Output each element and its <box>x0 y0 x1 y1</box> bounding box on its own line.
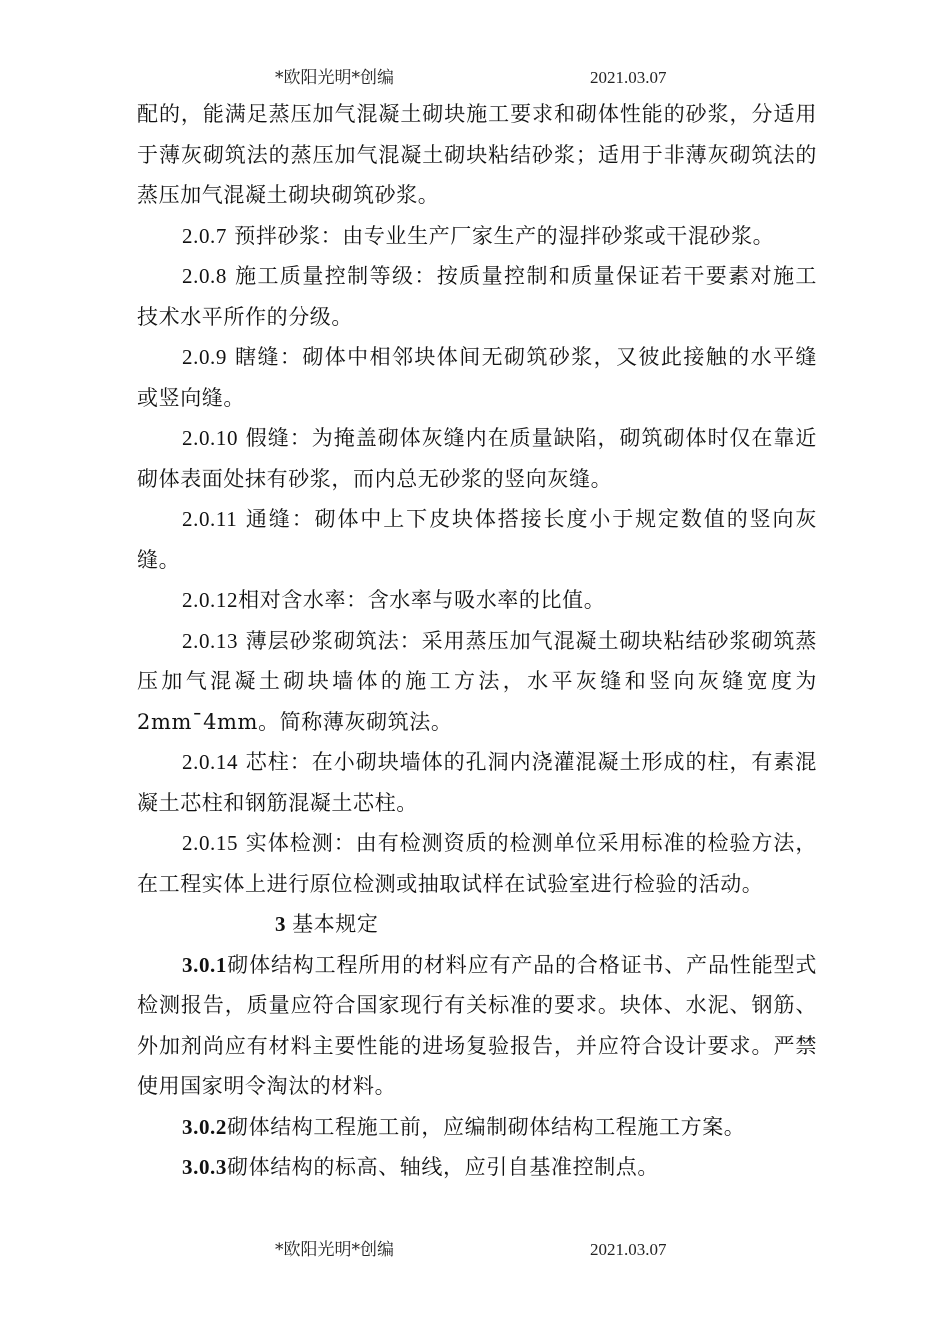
header-date: 2021.03.07 <box>590 68 667 87</box>
section-heading <box>137 904 817 945</box>
section-number: 3 <box>275 912 287 936</box>
term-text: 相对含水率：含水率与吸水率的比值。 <box>238 588 606 612</box>
clause-paragraph <box>137 1107 817 1148</box>
term-number: 2.0.13 <box>182 628 239 653</box>
term-paragraph <box>137 823 817 904</box>
body-text <box>137 94 817 1188</box>
clause-text: 砌体结构工程所用的材料应有产品的合格证书、产品性能型式检测报告，质量应符合国家现行有关标准的要求。块体、水泥、钢筋、外加剂尚应有材料主要性能的进场复验报告，并应符合设计要求。严禁使用国家明令淘汰的材料。 <box>137 952 817 1098</box>
term-text: 通缝：砌体中上下皮块体搭接长度小于规定数值的竖向灰缝。 <box>137 507 817 572</box>
clause-text: 砌体结构的标高、轴线，应引自基准控制点。 <box>227 1155 659 1179</box>
term-paragraph <box>137 418 817 499</box>
header-author: *欧阳光明*创编 <box>275 68 394 88</box>
clause-number: 3.0.2 <box>182 1114 227 1139</box>
clause-paragraph <box>137 945 817 1107</box>
term-number: 2.0.9 <box>182 345 227 369</box>
term-number: 2.0.15 <box>182 831 239 855</box>
page-footer <box>0 1238 950 1262</box>
clause-number: 3.0.1 <box>182 952 227 977</box>
term-number: 2.0.11 <box>182 507 238 531</box>
term-paragraph <box>137 499 817 580</box>
term-paragraph <box>137 256 817 337</box>
term-number: 2.0.10 <box>182 426 239 450</box>
footer-date: 2021.03.07 <box>590 1240 667 1259</box>
clause-number: 3.0.3 <box>182 1155 227 1179</box>
term-text: 实体检测：由有检测资质的检测单位采用标准的检验方法，在工程实体上进行原位检测或抽取试样在试验室进行检验的活动。 <box>137 831 817 896</box>
term-paragraph <box>137 216 817 257</box>
term-text: 芯柱：在小砌块墙体的孔洞内浇灌混凝土形成的柱，有素混凝土芯柱和钢筋混凝土芯柱。 <box>137 750 817 815</box>
intro-paragraph: 配的，能满足蒸压加气混凝土砌块施工要求和砌体性能的砂浆，分适用于薄灰砌筑法的蒸压加气混凝土砌块粘结砂浆；适用于非薄灰砌筑法的蒸压加气混凝土砌块砌筑砂浆。 <box>137 102 817 207</box>
term-number: 2.0.12 <box>182 588 239 612</box>
term-text: 预拌砂浆：由专业生产厂家生产的湿拌砂浆或干混砂浆。 <box>234 223 775 248</box>
term-number: 2.0.14 <box>182 750 239 774</box>
clause-paragraph <box>137 1147 817 1188</box>
term-paragraph <box>137 580 817 621</box>
term-text: 施工质量控制等级：按质量控制和质量保证若干要素对施工技术水平所作的分级。 <box>137 264 817 329</box>
term-text: 假缝：为掩盖砌体灰缝内在质量缺陷，砌筑砌体时仅在靠近砌体表面处抹有砂浆，而内总无砂浆的竖向灰缝。 <box>137 426 817 491</box>
page-header <box>0 66 950 90</box>
term-text: 薄层砂浆砌筑法：采用蒸压加气混凝土砌块粘结砂浆砌筑蒸压加气混凝土砌块墙体的施工方法，水平灰缝和竖向灰缝宽度为 2mm¯4mm。简称薄灰砌筑法。 <box>137 628 817 734</box>
term-text: 瞎缝：砌体中相邻块体间无砌筑砂浆，又彼此接触的水平缝或竖向缝。 <box>137 345 817 410</box>
term-number: 2.0.7 <box>182 223 227 248</box>
section-title: 基本规定 <box>292 912 379 936</box>
term-paragraph <box>137 337 817 418</box>
footer-author: *欧阳光明*创编 <box>275 1240 394 1260</box>
term-number: 2.0.8 <box>182 264 227 288</box>
term-paragraph <box>137 621 817 743</box>
term-paragraph <box>137 742 817 823</box>
clause-text: 砌体结构工程施工前，应编制砌体结构工程施工方案。 <box>227 1114 746 1139</box>
